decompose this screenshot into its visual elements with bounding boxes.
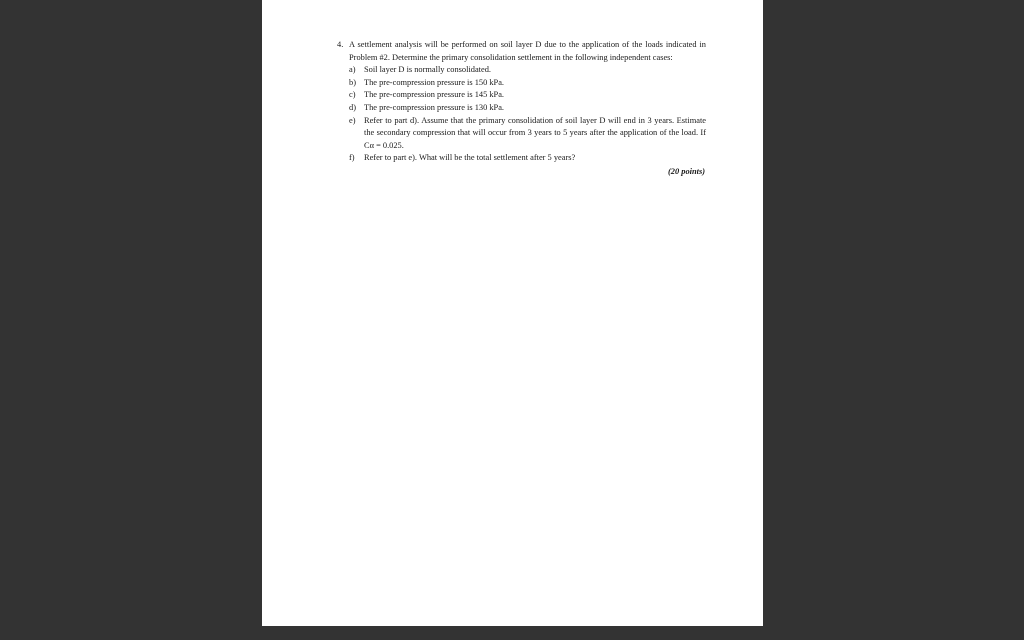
points-label: (20 points) [668,166,705,176]
part-letter: a) [349,65,356,75]
page-content [338,39,706,179]
part-text: The pre-compression pressure is 130 kPa. [364,102,505,112]
problem-intro: A settlement analysis will be performed on soil layer D due to the application of the loads indicated in Problem #2. Determine the primary consolidation settlement in the following independent cases: [349,40,706,62]
part-e [349,115,706,153]
part-letter: e) [349,115,356,125]
part-text: Refer to part e). What will be the total settlement after 5 years? [364,153,576,163]
part-a [349,64,706,77]
part-f [349,152,706,165]
part-text: Refer to part d). Assume that the primary consolidation of soil layer D will end in 3 years. Estimate the secondary compression that will occur from 3 years to 5 years after the application of the load. If Cα = 0.025. [364,115,706,150]
document-page [262,0,763,626]
part-text: Soil layer D is normally consolidated. [364,65,491,75]
part-letter: d) [349,102,356,112]
part-letter: c) [349,90,356,100]
problem-4 [338,39,706,179]
part-letter: b) [349,77,356,87]
part-text: The pre-compression pressure is 145 kPa. [364,90,505,100]
part-c [349,89,706,102]
parts-list [349,64,706,165]
part-b [349,77,706,90]
part-d [349,102,706,115]
part-letter: f) [349,153,355,163]
part-text: The pre-compression pressure is 150 kPa. [364,77,505,87]
problem-number: 4. [337,40,344,49]
